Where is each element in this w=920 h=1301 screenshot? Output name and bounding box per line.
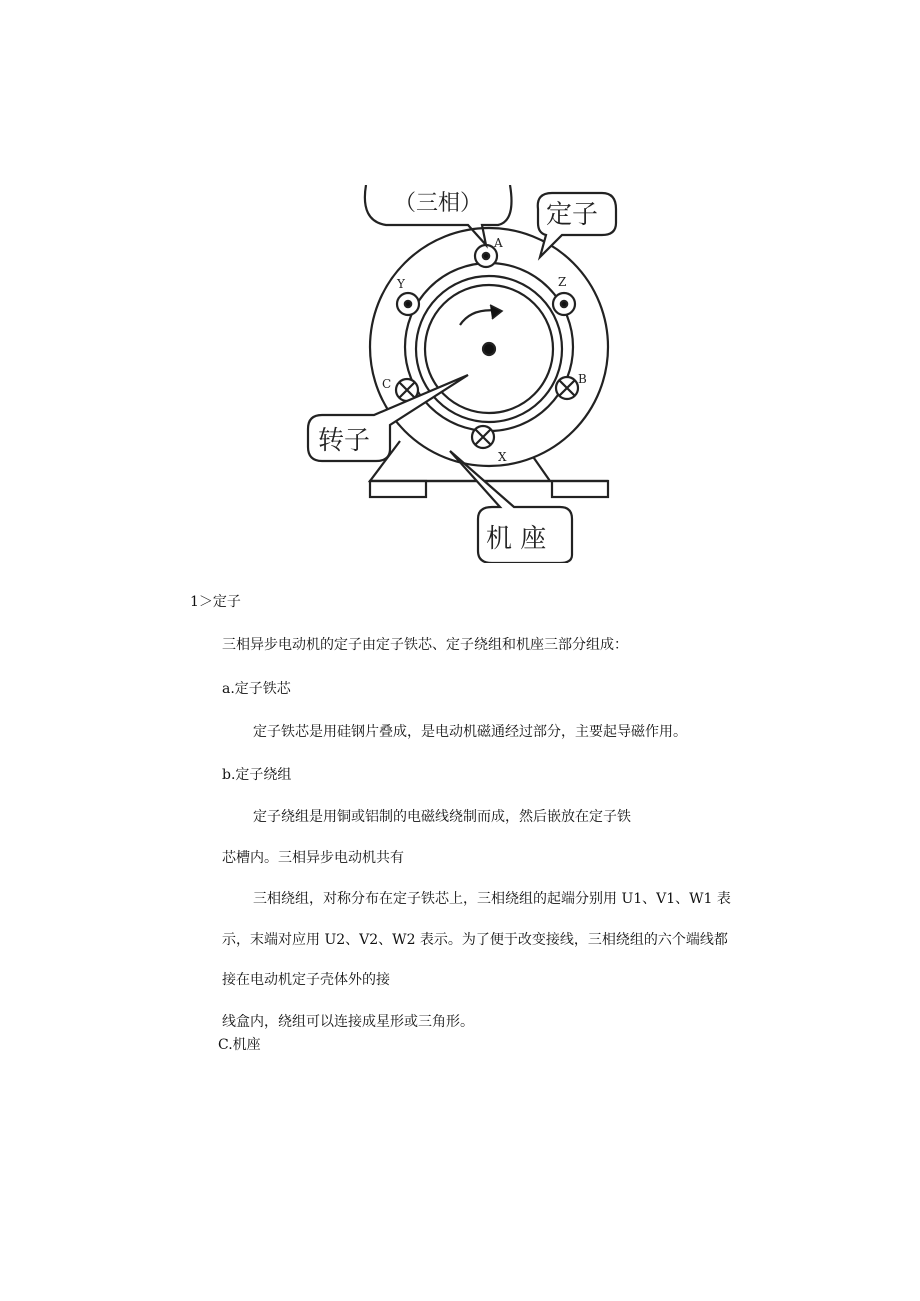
stator-winding-line-2: 芯槽内。三相异步电动机共有: [222, 850, 404, 866]
subheading-stator-core: a.定子铁芯: [222, 681, 291, 697]
coil-letter-a: A: [494, 236, 503, 250]
shaft-dot: [483, 343, 495, 355]
rotor-label: 转子: [318, 426, 371, 456]
frame-label: 机 座: [486, 524, 547, 554]
stator-core-description: 定子铁芯是用硅钢片叠成，是电动机磁通经过部分，主要起导磁作用。: [253, 724, 687, 740]
phase-label: （三相）: [394, 191, 483, 216]
stator-winding-line-5: 接在电动机定子壳体外的接: [222, 972, 390, 988]
coil-letter-b: B: [578, 372, 587, 386]
stator-winding-line-6: 线盒内，绕组可以连接成星形或三角形。: [222, 1014, 474, 1030]
stator-winding-line-1: 定子绕组是用铜或铝制的电磁线绕制而成，然后嵌放在定子铁: [253, 809, 631, 825]
subheading-stator-winding: b.定子绕组: [222, 767, 292, 783]
frame-foot-right: [552, 481, 608, 497]
coil-letter-z: Z: [558, 275, 567, 289]
section-heading: 1＞定子: [190, 594, 241, 610]
coil-letter-y: Y: [397, 277, 405, 291]
stator-winding-line-4: 示，末端对应用 U2、V2、W2 表示。为了便于改变接线，三相绕组的六个端线都: [222, 932, 728, 948]
subheading-frame: C.机座: [218, 1037, 261, 1053]
stator-label: 定子: [546, 200, 599, 230]
stator-winding-line-3: 三相绕组，对称分布在定子铁芯上，三相绕组的起端分别用 U1、V1、W1 表: [253, 891, 731, 907]
frame-foot-left: [370, 481, 426, 497]
motor-cross-section-diagram: [300, 185, 620, 563]
coil-letter-c: C: [382, 377, 392, 391]
coil-letter-x: X: [498, 450, 507, 464]
intro-paragraph: 三相异步电动机的定子由定子铁芯、定子绕组和机座三部分组成：: [222, 637, 628, 653]
